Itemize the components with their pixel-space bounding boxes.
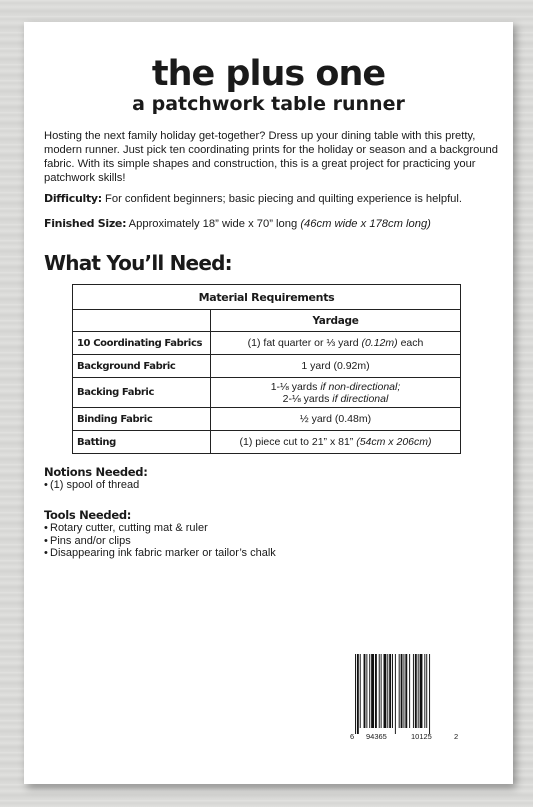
- barcode-bar: [401, 654, 403, 728]
- barcode-bar: [364, 654, 366, 728]
- material-name: Batting: [73, 431, 211, 454]
- barcode-bar: [379, 654, 380, 728]
- pattern-subtitle: a patchwork table runner: [132, 93, 405, 115]
- material-name: Background Fabric: [73, 355, 211, 378]
- material-name: Binding Fabric: [73, 408, 211, 431]
- table-header-yardage: Yardage: [211, 310, 461, 332]
- finished-size-label: Finished Size:: [44, 217, 127, 230]
- material-yardage: [211, 332, 461, 355]
- barcode-bar: [415, 654, 417, 728]
- difficulty-text: For confident beginners; basic piecing and quilting experience is helpful.: [101, 193, 462, 205]
- table-row: [73, 408, 461, 431]
- barcode-bar: [369, 654, 370, 728]
- yardage-text: (1) fat quarter or ⅓ yard: [247, 337, 362, 349]
- barcode-bar: [366, 654, 367, 728]
- intro-paragraph: Hosting the next family holiday get-together? Dress up your dining table with this pretty, modern runner. Just pick ten coordinating prints for the holiday or season and a background fabric. With its simple shapes and construction, this is a great project for practicing your patchwork skills!: [44, 130, 498, 184]
- barcode-bar: [413, 654, 414, 728]
- what-you-need-heading: What You’ll Need:: [44, 251, 232, 275]
- barcode-bar: [371, 654, 374, 728]
- table-row: [73, 431, 461, 454]
- barcode-bar: [395, 654, 396, 734]
- finished-size-text: Approximately 18” wide x 70” long: [126, 218, 301, 230]
- barcode-bar: [384, 654, 387, 728]
- barcode-bar: [429, 654, 430, 734]
- yardage-metric: (54cm x 206cm): [356, 436, 432, 448]
- barcode-bar: [418, 654, 419, 728]
- finished-size-line: [44, 217, 431, 230]
- barcode-bar: [392, 654, 393, 728]
- notions-heading: Notions Needed:: [44, 465, 148, 479]
- pattern-back-cover: [24, 22, 513, 784]
- tools-list: [44, 522, 276, 560]
- barcode-bar: [403, 654, 404, 728]
- table-caption: Material Requirements: [73, 285, 461, 310]
- yardage-suffix: each: [397, 337, 424, 349]
- material-yardage: 1 yard (0.92m): [211, 355, 461, 378]
- barcode-bar: [399, 654, 400, 728]
- barcode-digit-group: 94365: [366, 732, 387, 741]
- table-row: [73, 378, 461, 408]
- list-item: • (1) spool of thread: [44, 479, 148, 492]
- list-item: • Disappearing ink fabric marker or tailor’s chalk: [44, 547, 276, 560]
- yardage-note: if non-directional;: [320, 380, 401, 393]
- material-yardage: ½ yard (0.48m): [211, 408, 461, 431]
- finished-size-metric: (46cm wide x 178cm long): [300, 218, 431, 230]
- barcode-bar: [426, 654, 427, 728]
- barcode-bar: [389, 654, 391, 728]
- barcode-digit-group: 10125: [411, 732, 432, 741]
- barcode-bar: [381, 654, 382, 728]
- barcode-bar: [420, 654, 423, 728]
- barcode-bar: [360, 654, 361, 728]
- tools-section: [44, 508, 276, 560]
- barcode-bars: [350, 654, 460, 734]
- yardage-text: 2-⅛ yards: [282, 392, 333, 405]
- barcode: [350, 654, 460, 744]
- notions-section: [44, 465, 148, 492]
- barcode-bar: [375, 654, 377, 728]
- difficulty-line: [44, 192, 462, 205]
- barcode-bar: [405, 654, 407, 728]
- material-name: Backing Fabric: [73, 378, 211, 408]
- yardage-text: 1-⅛ yards: [270, 380, 321, 393]
- table-row: [73, 355, 461, 378]
- material-yardage: [211, 431, 461, 454]
- barcode-bar: [424, 654, 425, 728]
- barcode-digit-group: 6: [350, 732, 355, 741]
- material-name: 10 Coordinating Fabrics: [73, 332, 211, 355]
- table-row: [73, 332, 461, 355]
- difficulty-label: Difficulty:: [44, 192, 102, 205]
- tools-heading: Tools Needed:: [44, 508, 132, 522]
- material-requirements-table: [72, 284, 461, 454]
- list-item: • Pins and/or clips: [44, 535, 276, 548]
- material-yardage: [211, 378, 461, 408]
- notions-list: [44, 479, 148, 492]
- list-item: • Rotary cutter, cutting mat & ruler: [44, 522, 276, 535]
- pattern-title: the plus one: [151, 54, 386, 94]
- barcode-bar: [357, 654, 359, 734]
- barcode-bar: [409, 654, 410, 728]
- yardage-metric: (0.12m): [361, 337, 398, 349]
- yardage-note: if directional: [332, 392, 389, 405]
- barcode-bar: [355, 654, 356, 734]
- yardage-text: (1) piece cut to 21” x 81”: [239, 436, 357, 448]
- barcode-bar: [387, 654, 388, 728]
- table-header-blank: [73, 310, 211, 332]
- barcode-digit-group: 2: [454, 732, 459, 741]
